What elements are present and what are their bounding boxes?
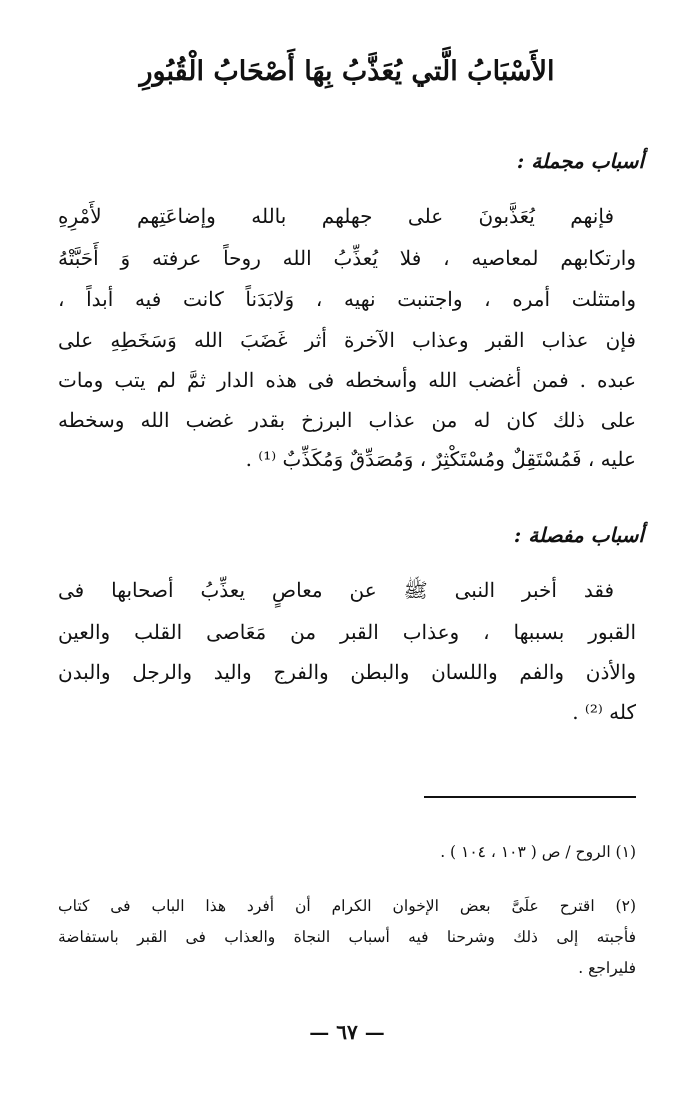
- paragraph-line: على ذلك كان له من عذاب البرزخ بقدر غضب الله وسخطه: [58, 408, 636, 432]
- paragraph-line: وارتكابهم لمعاصيه ، فلا يُعذِّبُ الله روحاً عرفته وَ أَحَبَّتْهُ: [58, 246, 636, 270]
- footnote-line: (١) الروح / ص ( ١٠٣ ، ١٠٤ ) .: [440, 843, 636, 861]
- paragraph-line: فإن عذاب القبر وعذاب الآخرة أثر غَضَبَ الله وَسَخَطِهِ على: [58, 328, 636, 352]
- footnote-line: فليراجع .: [578, 959, 636, 977]
- paragraph-line: عليه ، فَمُسْتَقِلٌ ومُسْتَكْثِرٌ ، وَمُصَدِّقٌ وَمُكَذِّبٌ ⁽¹⁾ .: [245, 447, 636, 471]
- footnote-divider: [424, 796, 636, 798]
- paragraph-line: والأذن والفم واللسان والبطن والفرج واليد والرجل والبدن: [58, 660, 636, 684]
- paragraph-line: كله ⁽²⁾ .: [572, 700, 636, 724]
- page-title: الأَسْبَابُ الَّتي يُعَذَّبُ بِهَا أَصْحَابُ الْقُبُورِ: [139, 56, 555, 87]
- paragraph-line: عبده . فمن أغضب الله وأسخطه فى هذه الدار ثمَّ لم يتب ومات: [58, 368, 636, 392]
- page-number: — ٦٧ —: [309, 1020, 385, 1044]
- footnote-line: (٢) اقترح علَىَّ بعض الإخوان الكرام أن أفرد هذا الباب فى كتاب: [58, 897, 636, 915]
- paragraph-line: القبور بسببها ، وعذاب القبر من مَعَاصى القلب والعين: [58, 620, 636, 644]
- paragraph-line: فإنهم يُعَذَّبونَ على جهلهم بالله وإضاعَتِهم لأَمْرِهِ: [58, 204, 614, 228]
- section-heading-detailed: أسباب مفصلة :: [513, 523, 644, 547]
- paragraph-line: وامتثلت أمره ، واجتنبت نهيه ، وَلابَدَناً كانت فيه أبداً ،: [58, 287, 636, 311]
- section-heading-summary: أسباب مجملة :: [516, 149, 644, 173]
- paragraph-line: فقد أخبر النبى ﷺ عن معاصٍ يعذِّبُ أصحابها فى: [58, 578, 614, 602]
- footnote-line: فأجبته إلى ذلك وشرحنا فيه أسباب النجاة والعذاب فى القبر باستفاضة: [58, 928, 636, 946]
